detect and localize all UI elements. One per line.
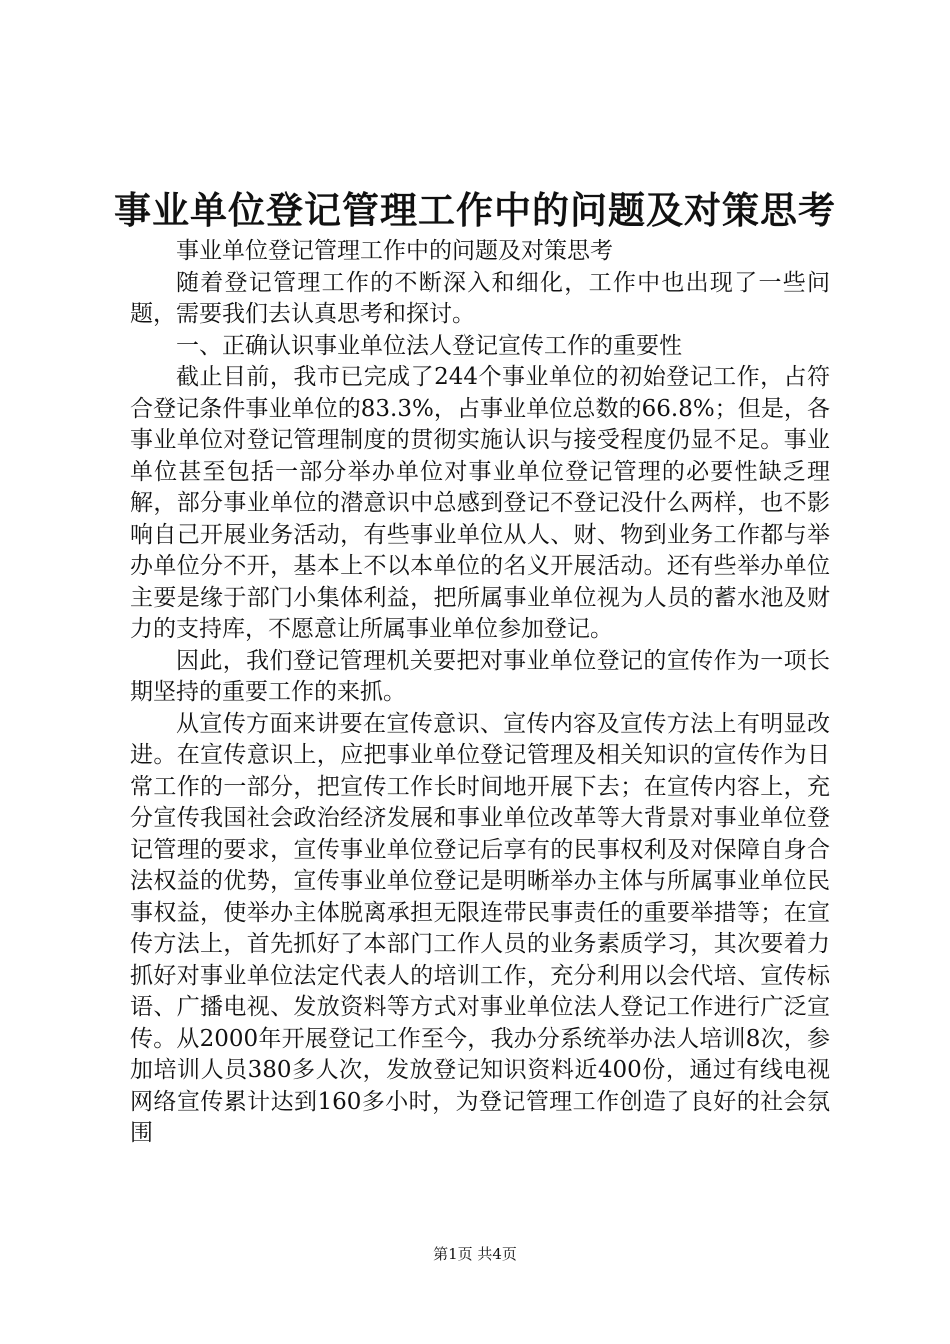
page-footer: 第1页 共4页 (433, 1245, 517, 1263)
paragraph-subtitle: 事业单位登记管理工作中的问题及对策思考 (176, 238, 613, 264)
document-body (130, 236, 830, 1150)
section-heading-1: 一、正确认识事业单位法人登记宣传工作的重要性 (176, 332, 682, 359)
paragraph-publicity: 从宣传方面来讲要在宣传意识、宣传内容及宣传方法上有明显改进。在宣传意识上，应把事业单位登记管理及相关知识的宣传作为日常工作的一部分，把宣传工作长时间地开展下去；在宣传内容上，充分宣传我国社会政治经济发展和事业单位改革等大背景对事业单位登记管理的要求，宣传事业单位登记后享有的民事权利及对保障自身合法权益的优势，宣传事业单位登记是明晰举办主体与所属事业单位民事权益，使举办主体脱离承担无限连带民事责任的重要举措等；在宣传方法上，首先抓好了本部门工作人员的业务素质学习，其次要着力抓好对事业单位法定代表人的培训工作，充分利用以会代培、宣传标语、广播电视、发放资料等方式对事业单位法人登记工作进行广泛宣传。从2000年开展登记工作至今，我办分系统举办法人培训8次，参加培训人员380多人次，发放登记知识资料近400份，通过有线电视网络宣传累计达到160多小时，为登记管理工作创造了良好的社会氛围 (130, 710, 830, 1146)
document-title: 事业单位登记管理工作中的问题及对策思考 (114, 188, 836, 232)
paragraph-intro: 随着登记管理工作的不断深入和细化，工作中也出现了一些问题，需要我们去认真思考和探讨。 (130, 269, 830, 327)
paragraph-therefore: 因此，我们登记管理机关要把对事业单位登记的宣传作为一项长期坚持的重要工作的来抓。 (130, 647, 830, 705)
paragraph-current-status: 截止目前，我市已完成了244个事业单位的初始登记工作，占符合登记条件事业单位的83.3%，占事业单位总数的66.8%；但是，各事业单位对登记管理制度的贯彻实施认识与接受程度仍显不足。事业单位甚至包括一部分举办单位对事业单位登记管理的必要性缺乏理解，部分事业单位的潜意识中总感到登记不登记没什么两样，也不影响自己开展业务活动，有些事业单位从人、财、物到业务工作都与举办单位分不开，基本上不以本单位的名义开展活动。还有些举办单位主要是缘于部门小集体利益，把所属事业单位视为人员的蓄水池及财力的支持库，不愿意让所属事业单位参加登记。 (130, 364, 830, 642)
